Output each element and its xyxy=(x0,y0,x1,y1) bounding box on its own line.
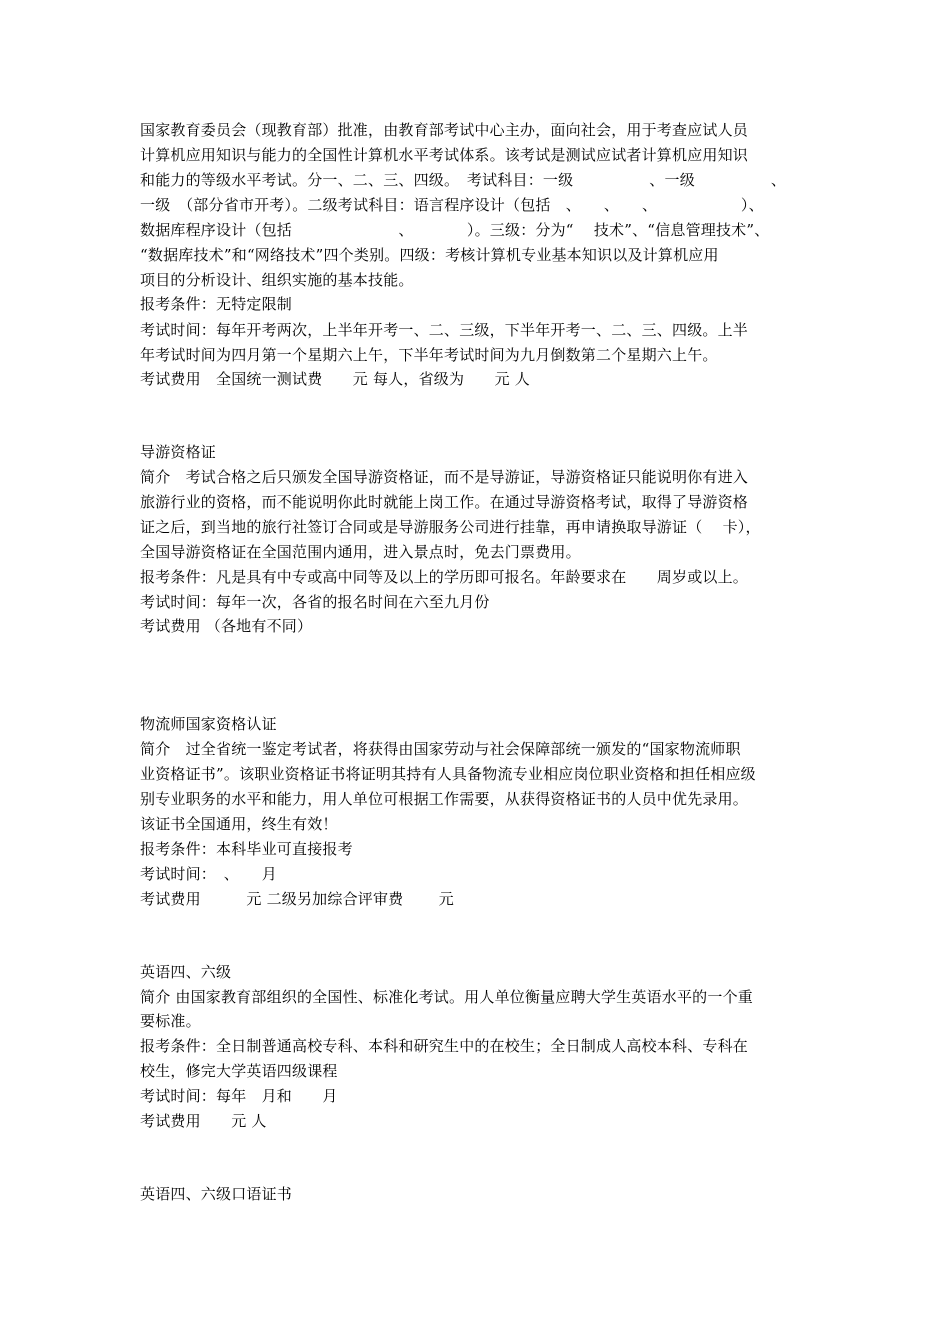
text-line: 报考条件：凡是具有中专或高中同等及以上的学历即可报名。年龄要求在 周岁或以上。 xyxy=(140,568,749,586)
text-line: 全国导游资格证在全国范围内通用，进入景点时，免去门票费用。 xyxy=(140,543,581,561)
text-line: 要标准。 xyxy=(140,1012,201,1030)
text-line: 考试时间：每年 月和 月 xyxy=(140,1087,338,1105)
text-line: 报考条件：无特定限制 xyxy=(140,295,293,313)
text-line: 旅游行业的资格，而不能说明你此时就能上岗工作。在通过导游资格考试，取得了导游资格 xyxy=(140,493,749,511)
text-line: 考试费用 元 人 xyxy=(140,1112,267,1130)
text-line: 报考条件：全日制普通高校专科、本科和研究生中的在校生；全日制成人高校本科、专科在 xyxy=(140,1037,749,1055)
text-line: 考试费用 全国统一测试费 元 每人，省级为 元 人 xyxy=(140,370,530,388)
section-heading: 英语四、六级 xyxy=(140,963,232,981)
text-line: 简介 考试合格之后只颁发全国导游资格证，而不是导游证，导游资格证只能说明你有进入 xyxy=(140,468,749,486)
text-line: 和能力的等级水平考试。分一、二、三、四级。 考试科目：一级 、一级 、 xyxy=(140,171,787,189)
text-line: 国家教育委员会（现教育部）批准，由教育部考试中心主办，面向社会，用于考查应试人员 xyxy=(140,121,749,139)
text-line: 考试时间：每年一次，各省的报名时间在六至九月份 xyxy=(140,593,490,611)
text-line: 简介 过全省统一鉴定考试者，将获得由国家劳动与社会保障部统一颁发的“国家物流师职 xyxy=(140,740,741,758)
text-line: 别专业职务的水平和能力，用人单位可根据工作需要，从获得资格证书的人员中优先录用。 xyxy=(140,790,749,808)
section-heading: 导游资格证 xyxy=(140,443,217,461)
text-line: 简介 由国家教育部组织的全国性、标准化考试。用人单位衡量应聘大学生英语水平的一个重 xyxy=(140,988,753,1006)
text-line: 证之后，到当地的旅行社签订合同或是导游服务公司进行挂靠，再申请换取导游证（ 卡）， xyxy=(140,518,761,536)
text-line: 校生，修完大学英语四级课程 xyxy=(140,1062,338,1080)
text-line: 计算机应用知识与能力的全国性计算机水平考试体系。该考试是测试应试者计算机应用知识 xyxy=(140,146,749,164)
text-line: 数据库程序设计（包括 、 ）。三级：分为“ 技术”、“信息管理技术”、 xyxy=(140,221,770,239)
text-line: 项目的分析设计、组织实施的基本技能。 xyxy=(140,271,414,289)
text-line: 业资格证书”。该职业资格证书将证明其持有人具备物流专业相应岗位职业资格和担任相应级 xyxy=(140,765,756,783)
text-line: 考试费用 （各地有不同） xyxy=(140,617,313,635)
text-line: 考试时间： 、 月 xyxy=(140,865,278,883)
text-line: 考试费用 元 二级另加综合评审费 元 xyxy=(140,890,454,908)
section-heading: 英语四、六级口语证书 xyxy=(140,1185,293,1203)
text-line: 报考条件：本科毕业可直接报考 xyxy=(140,840,353,858)
text-line: 该证书全国通用，终生有效！ xyxy=(140,815,338,833)
text-line: 考试时间：每年开考两次，上半年开考一、二、三级，下半年开考一、二、三、四级。上半 xyxy=(140,321,749,339)
text-line: 年考试时间为四月第一个星期六上午，下半年考试时间为九月倒数第二个星期六上午。 xyxy=(140,346,718,364)
text-line: “数据库技术”和“网络技术”四个类别。四级：考核计算机专业基本知识以及计算机应用 xyxy=(140,246,719,264)
section-heading: 物流师国家资格认证 xyxy=(140,715,277,733)
text-line: 一级 （部分省市开考）。二级考试科目：语言程序设计（包括 、 、 、 ）、 xyxy=(140,196,764,214)
